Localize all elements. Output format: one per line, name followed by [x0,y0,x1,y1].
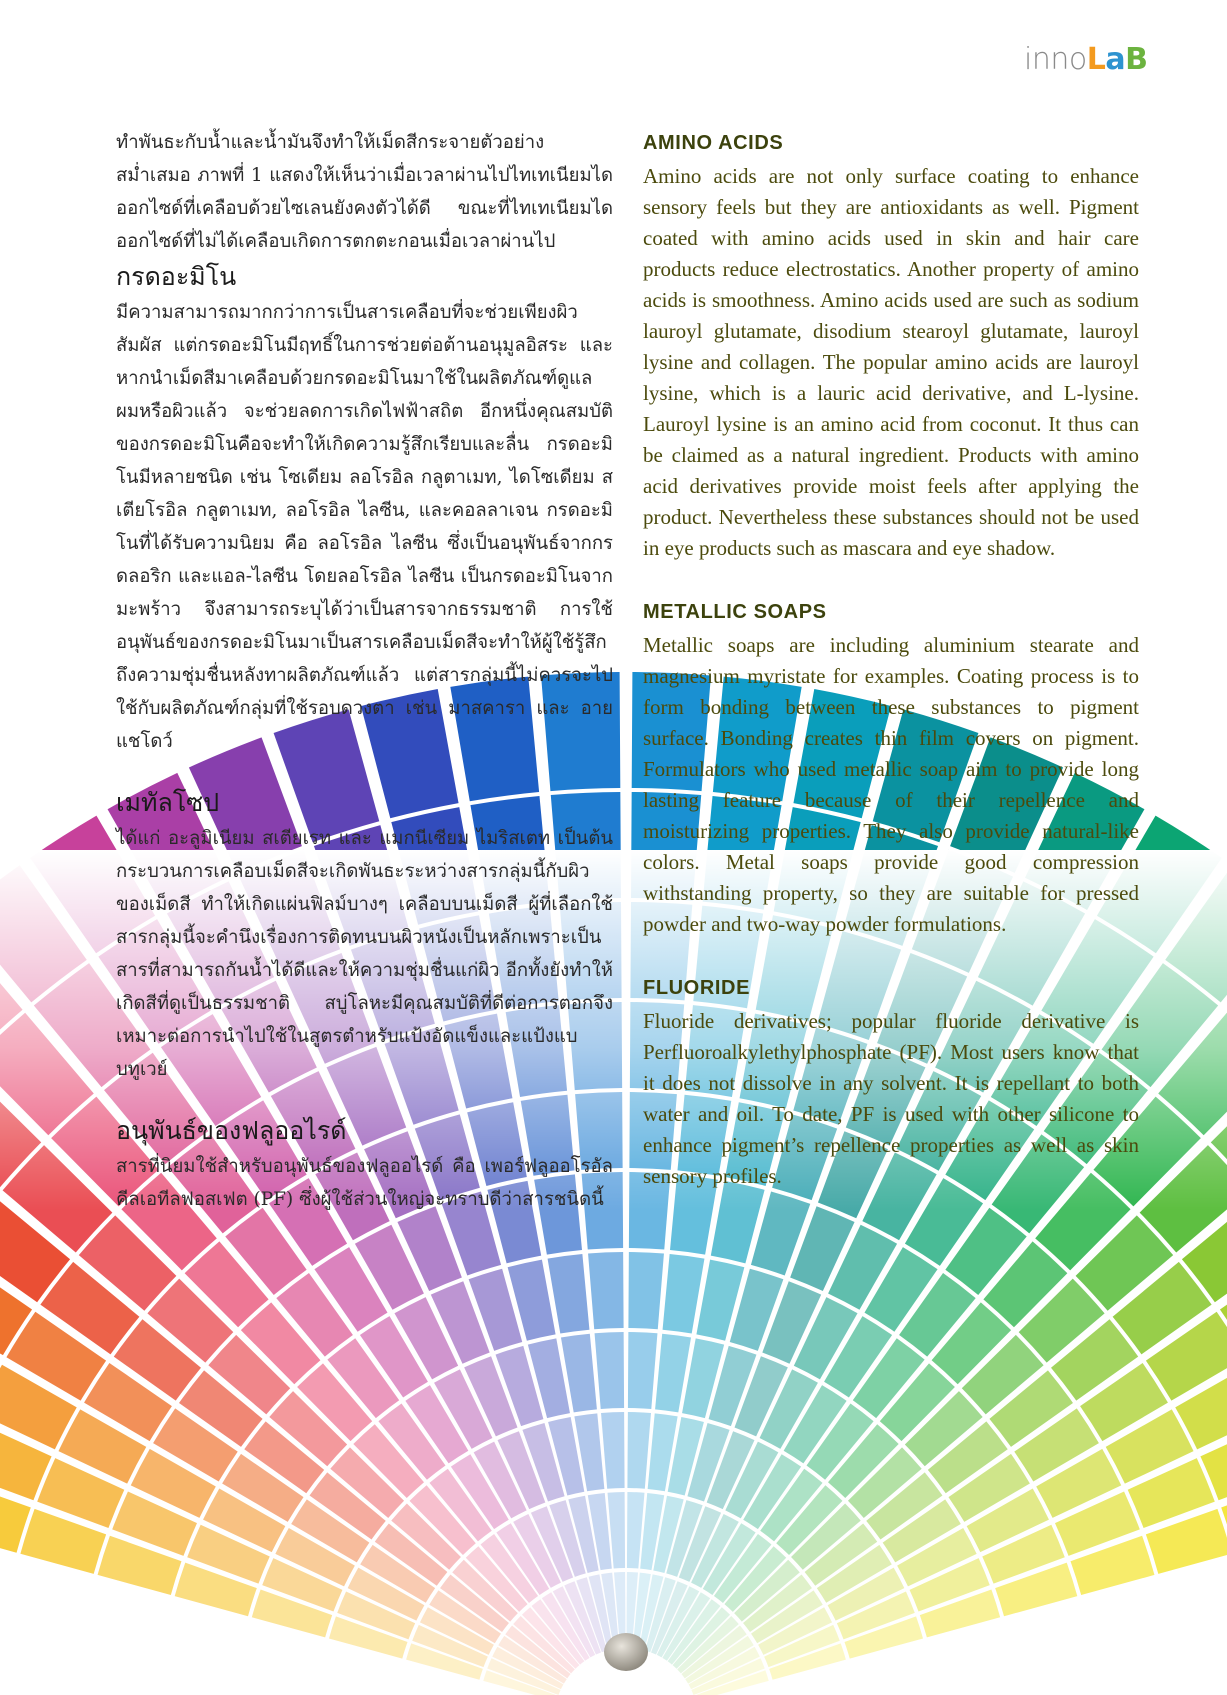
amino-heading-th: กรดอะมิโน [116,262,237,291]
swatch-chip [663,1254,705,1334]
metallic-paragraph: Metallic soaps are including aluminium stearate and magnesium myristate for examples. Coating process is to form bonding between these substances to pigment surface. Bonding creates thin film covers on pigment. Formulators who used metallic soap aim to provide long lasting feature because of their repellence and moisturizing properties. They also provide natural-like colors. Metal soaps provide good compression withstanding property, so they are suitable for pressed powder and two-way powder formulations. [643,633,1139,936]
english-column [643,128,1139,1225]
amino-paragraph-th: มีความสามารถมากกว่าการเป็นสารเคลือบที่จะช่วยเพียงผิวสัมผัส แต่กรดอะมิโนมีฤทธิ์ในการช่วยต่อต้านอนุมูลอิสระ และหากนำเม็ดสีมาเคลือบด้วยกรดอะมิโนมาใช้ในผลิตภัณฑ์ดูแลผมหรือผิวแล้ว จะช่วยลดการเกิดไฟฟ้าสถิต อีกหนึ่งคุณสมบัติของกรดอะมิโนคือจะทำให้เกิดความรู้สึกเรียบและลื่น กรดอะมิโนมีหลายชนิด เช่น โซเดียม ลอโรอิล กลูตาเมท, ไดโซเดียม สเตียโรอิล กลูตาเมท, ลอโรอิล ไลซีน, และคอลลาเจน กรดอะมิโนที่ได้รับความนิยม คือ ลอโรอิล ไลซีน ซึ่งเป็นอนุพันธ์จากกรดลอริก และแอล-ไลซีน โดยลอโรอิล ไลซีน เป็นกรดอะมิโนจากมะพร้าว จึงสามารถระบุได้ว่าเป็นสารจากธรรมชาติ การใช้อนุพันธ์ของกรดอะมิโนมาเป็นสารเคลือบเม็ดสีจะทำให้ผู้ใช้รู้สึกถึงความชุ่มชื่นหลังทาผลิตภัณฑ์แล้ว แต่สารกลุ่มนี้ไม่ควรจะไปใช้กับผลิตภัณฑ์กลุ่มที่ใช้รอบดวงตา เช่น มาสคารา และ อายแชโดว์ [116,302,613,752]
swatch-chip [588,1252,624,1329]
swatch-chip [628,1332,658,1409]
swatch-chip [628,1252,664,1329]
swatch-chip [548,1254,590,1334]
fluoride-heading-th: อนุพันธ์ของฟลูออไรด์ [116,1116,347,1145]
metallic-heading: METALLIC SOAPS [643,601,827,623]
swatch-chip [595,1332,625,1409]
fluoride-section [643,973,1139,1192]
fluoride-paragraph-th: สารที่นิยมใช้สำหรับอนุพันธ์ของฟลูออไรด์ คือ เพอร์ฟลูออโรอัลคีลเอทีลฟอสเฟต (PF) ซึ่งผู้ใช้ส่วนใหญ่จะทราบดีว่าสารชนิดนี้ [116,1156,613,1210]
swatch-chip [627,1412,651,1489]
metallic-paragraph-th: ได้แก่ อะลูมิเนียม สเตียเรท และ แมกนีเซียม ไมริสเตท เป็นต้น กระบวนการเคลือบเม็ดสีจะเกิดพันธะระหว่างสารกลุ่มนี้กับผิวของเม็ดสี ทำให้เกิดแผ่นฟิลม์บางๆ เคลือบบนเม็ดสี ผู้ที่เลือกใช้สารกลุ่มนี้จะคำนึงเรื่องการติดทนบนผิวหนังเป็นหลักเพราะเป็นสารที่สามารถกันน้ำได้ดีและให้ความชุ่มชื่นแก่ผิว อีกทั้งยังทำให้เกิดสีที่ดูเป็นธรรมชาติ สบู่โลหะมีคุณสมบัติที่ดีต่อการตอกจึงเหมาะต่อการนำไปใช้ในสูตรตำหรับแป้งอัดแข็งและแป้งแบบทูเวย์ [116,828,613,1080]
thai-column [116,126,613,1216]
innolab-logo: innoLaB [1024,42,1148,77]
intro-paragraph: ทำพันธะกับน้ำและน้ำมันจึงทำให้เม็ดสีกระจายตัวอย่างสม่ำเสมอ ภาพที่ 1 แสดงให้เห็นว่าเมื่อเวลาผ่านไปไทเทเนียมไดออกไซด์ที่เคลือบด้วยไซเลนยังคงตัวได้ดี ขณะที่ไทเทเนียมไดออกไซด์ที่ไม่ได้เคลือบเกิดการตกตะกอนเมื่อเวลาผ่านไป [116,132,613,252]
swatch-chip [601,1412,625,1489]
fluoride-paragraph: Fluoride derivatives; popular fluoride derivative is Perfluoroalkylethylphosphate (PF). Most users know that it does not dissolve in any solvent. It is repellant to both water and oil. To date, PF is used with other silicone to enhance pigment’s repellence properties as well as skin sensory profiles. [643,1009,1139,1188]
fan-pivot-knob [604,1633,648,1671]
amino-heading: AMINO ACIDS [643,132,784,154]
metallic-heading-th: เมทัลโซป [116,788,220,817]
amino-section [643,128,1139,564]
fluoride-heading: FLUORIDE [643,977,751,999]
metallic-section [643,597,1139,940]
amino-paragraph: Amino acids are not only surface coating to enhance sensory feels but they are antioxidants as well. Pigment coated with amino acids used in skin and hair care products reduce electrostatics. Another property of amino acids is smoothness. Amino acids used are such as sodium lauroyl glutamate, disodium stearoyl glutamate, lauroyl lysine and collagen. The popular amino acids are lauroyl lysine, which is a lauric acid derivative, and L-lysine. Lauroyl lysine is an amino acid from coconut. It thus can be claimed as a natural ingredient. Products with amino acid derivatives provide moist feels after applying the product. Nevertheless these substances should not be used in eye products such as mascara and eye shadow. [643,164,1139,560]
